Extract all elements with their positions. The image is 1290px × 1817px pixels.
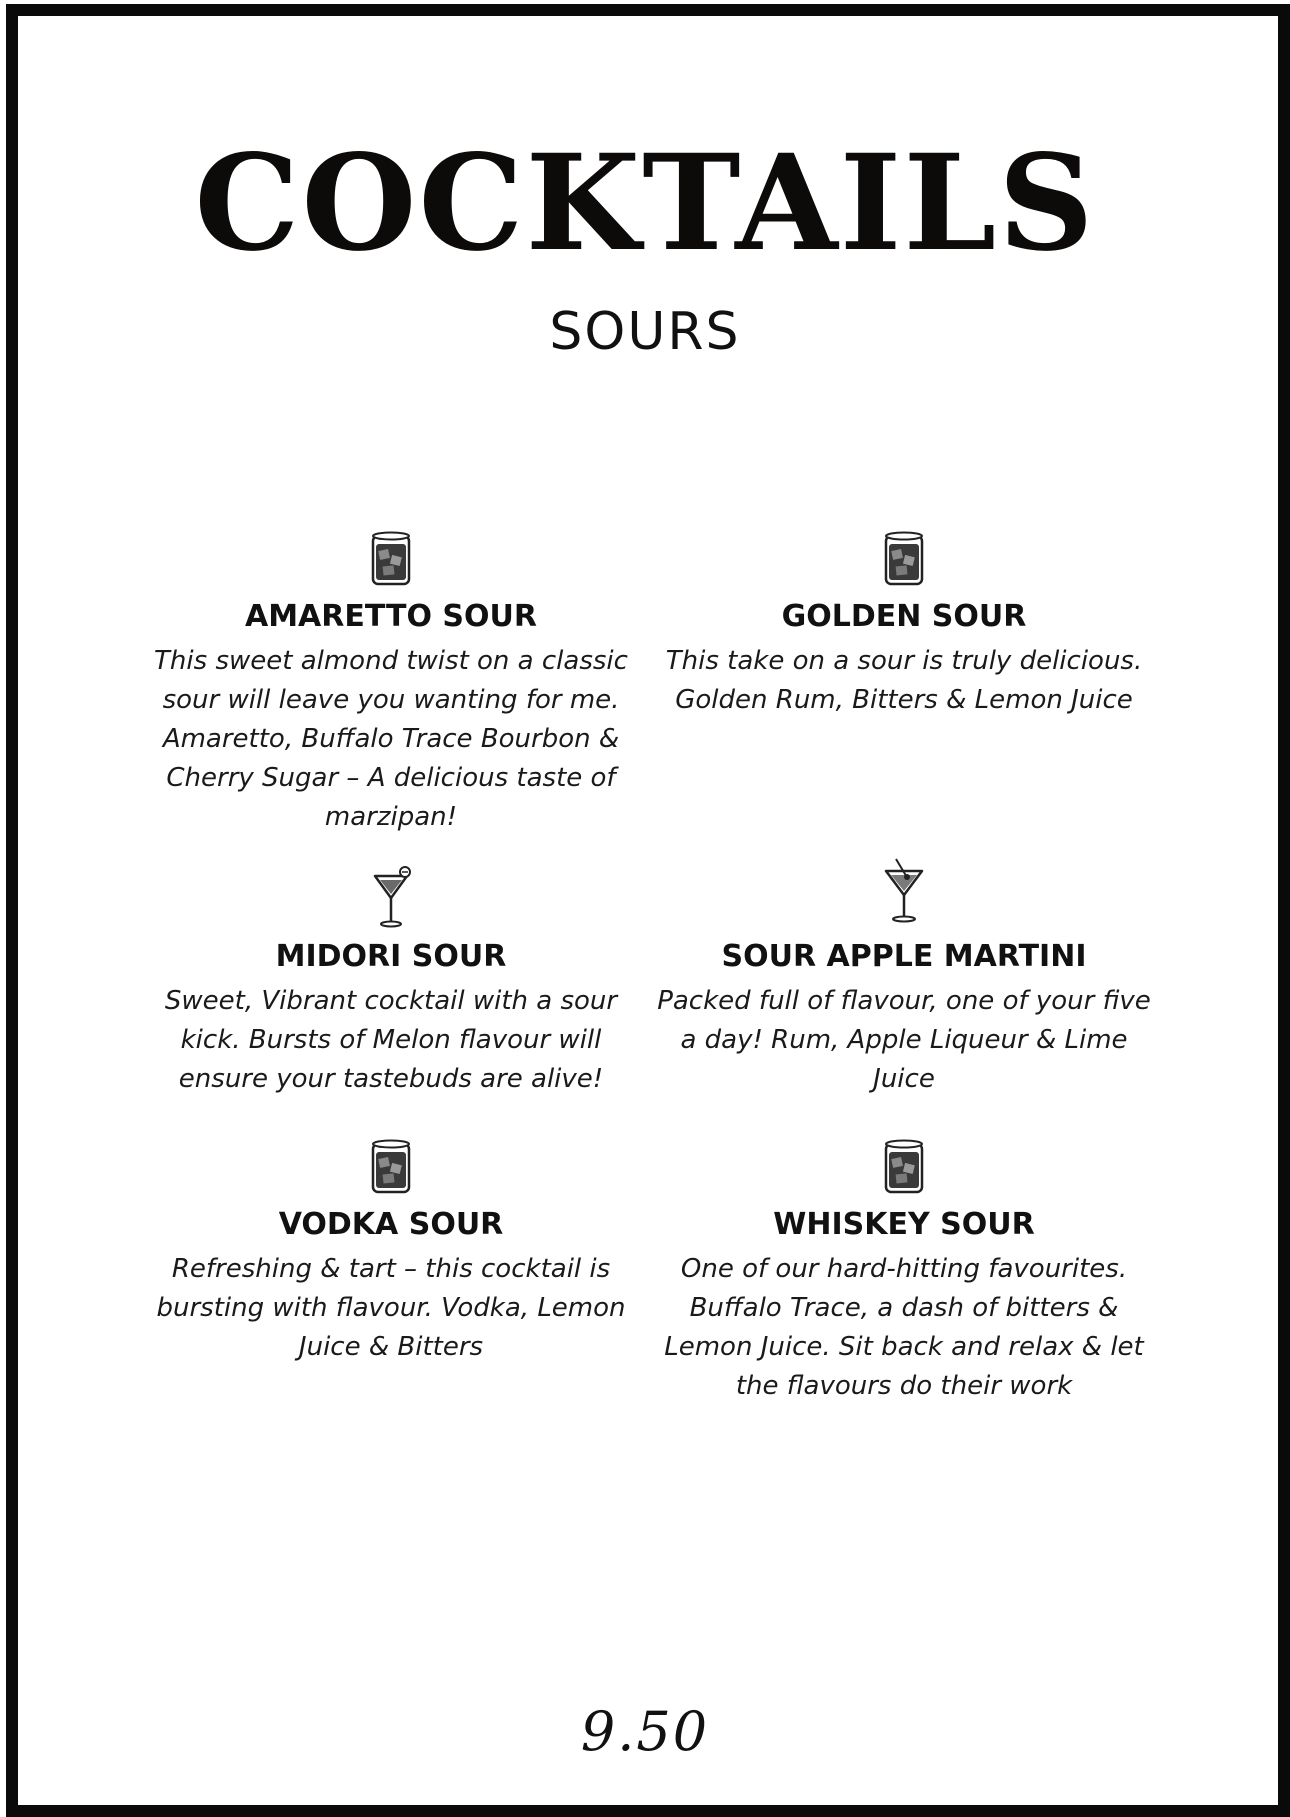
item-description: This sweet almond twist on a classic sour will leave you wanting for me. Amaretto, Buffalo Trace Bourbon & Cherry Sugar – A delicious taste of marzipan! bbox=[154, 645, 628, 832]
item-name: SOUR APPLE MARTINI bbox=[721, 939, 1087, 974]
item-description: One of our hard-hitting favourites. Buffalo Trace, a dash of bitters & Lemon Juice. Sit back and relax & let the flavours do their work bbox=[664, 1253, 1144, 1401]
rocks-glass-icon bbox=[361, 1130, 421, 1200]
item-name: WHISKEY SOUR bbox=[773, 1207, 1035, 1242]
menu-item-vodka-sour bbox=[141, 1130, 641, 1367]
martini-glass-icon bbox=[361, 862, 421, 932]
item-description: Sweet, Vibrant cocktail with a sour kick. Bursts of Melon flavour will ensure your tastebuds are alive! bbox=[164, 985, 618, 1094]
rocks-glass-icon bbox=[361, 522, 421, 592]
menu-title: COCKTAILS bbox=[194, 126, 1096, 281]
menu-item-whiskey-sour bbox=[654, 1130, 1154, 1406]
menu-item-golden-sour bbox=[654, 522, 1154, 720]
menu-price: 9.50 bbox=[580, 1700, 710, 1763]
item-description: Refreshing & tart – this cocktail is bursting with flavour. Vodka, Lemon Juice & Bitters bbox=[156, 1253, 626, 1362]
item-description: This take on a sour is truly delicious. Golden Rum, Bitters & Lemon Juice bbox=[665, 645, 1143, 715]
item-name: VODKA SOUR bbox=[278, 1207, 504, 1242]
menu-subtitle: SOURS bbox=[549, 302, 741, 362]
item-description: Packed full of flavour, one of your five a day! Rum, Apple Liqueur & Lime Juice bbox=[657, 985, 1151, 1094]
rocks-glass-icon bbox=[874, 1130, 934, 1200]
menu-item-amaretto-sour bbox=[141, 522, 641, 837]
martini-glass-icon bbox=[874, 848, 934, 932]
rocks-glass-icon bbox=[874, 522, 934, 592]
menu-item-sour-apple-martini bbox=[654, 862, 1154, 1099]
item-name: AMARETTO SOUR bbox=[244, 599, 538, 634]
item-name: MIDORI SOUR bbox=[275, 939, 507, 974]
item-name: GOLDEN SOUR bbox=[781, 599, 1027, 634]
menu-item-midori-sour bbox=[141, 862, 641, 1099]
